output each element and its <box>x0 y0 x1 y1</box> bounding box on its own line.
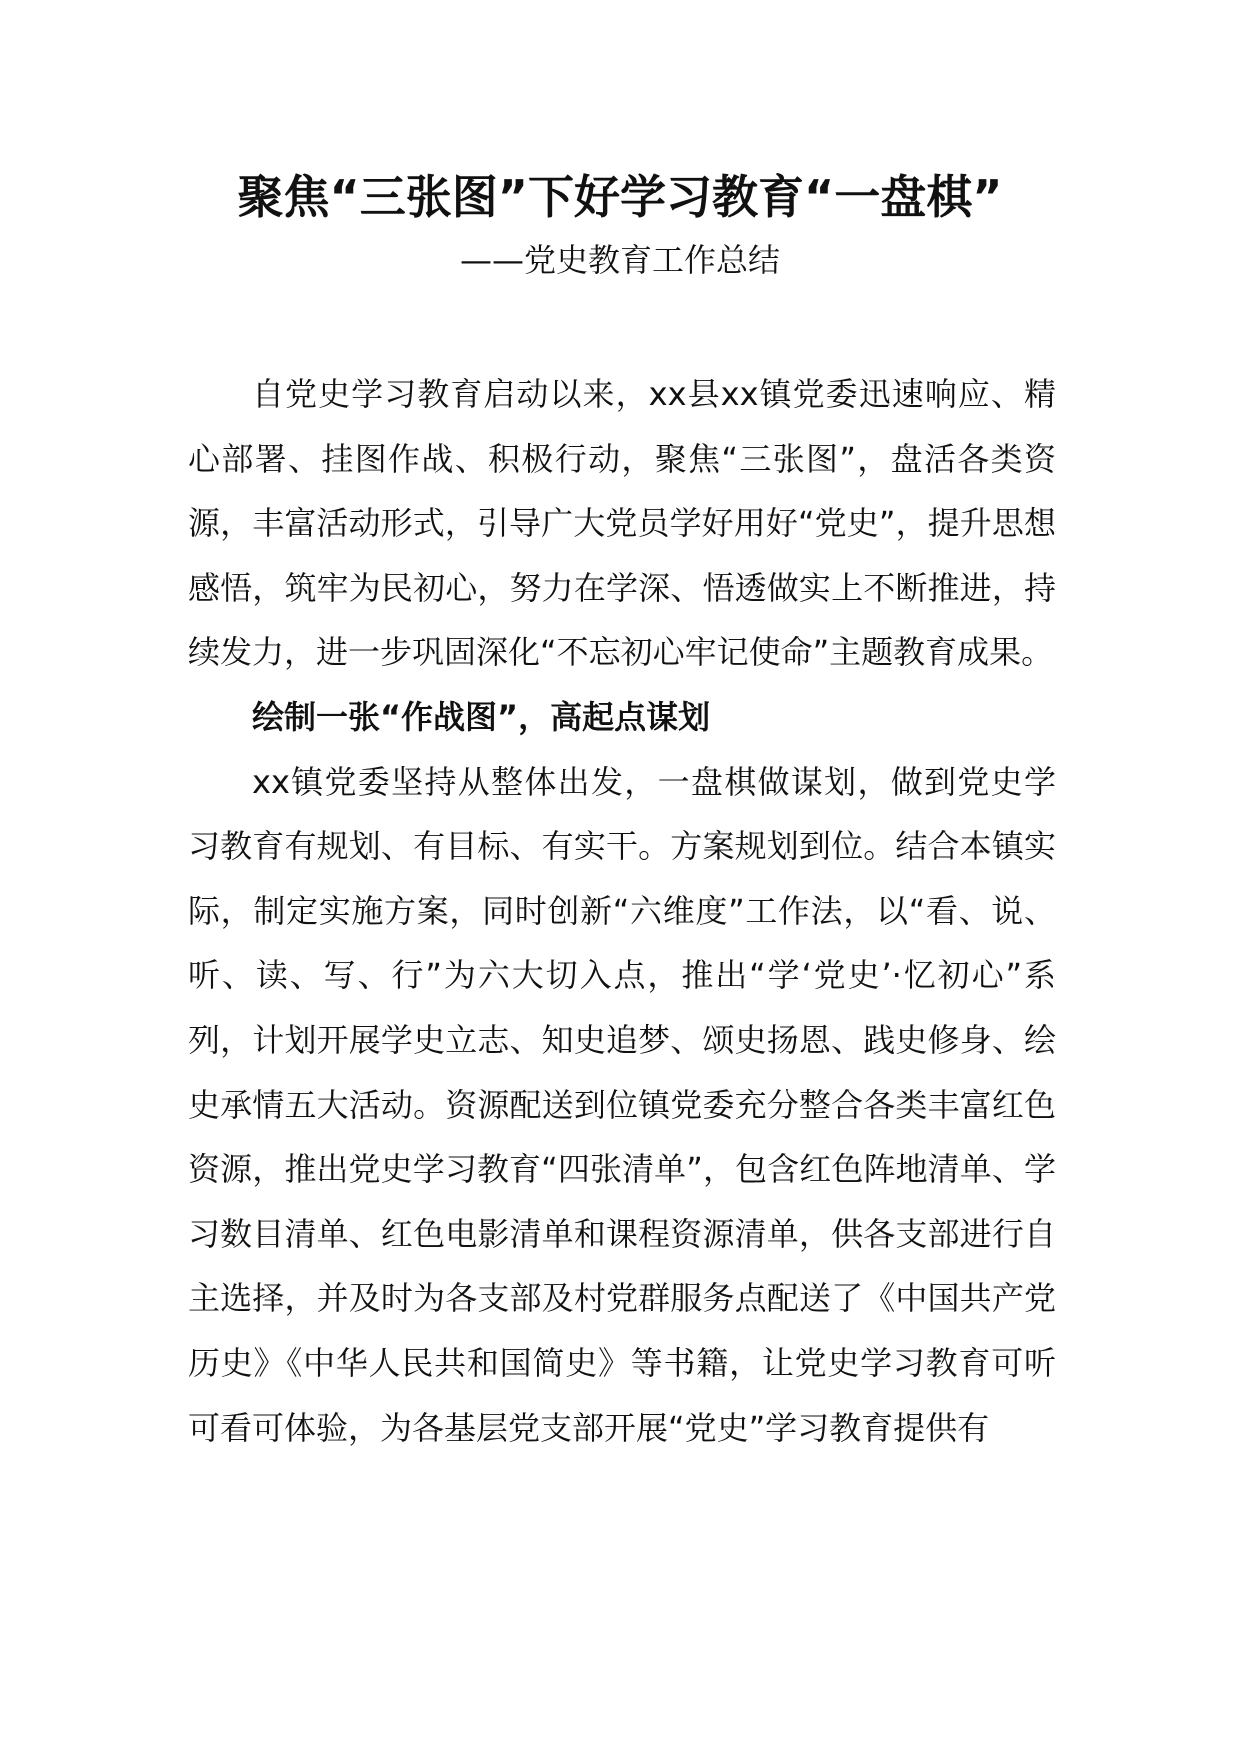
document-subtitle: ——党史教育工作总结 <box>459 241 780 279</box>
section-paragraph: xx镇党委坚持从整体出发，一盘棋做谋划，做到党史学习教育有规划、有目标、有实干。方案规划到位。结合本镇实际，制定实施方案，同时创新“六维度”工作法，以“看、说、听、读、写、行”为六大切入点，推出“学‘党史’·忆初心”系列，计划开展学史立志、知史追梦、颂史扬恩、践史修身、绘史承情五大活动。资源配送到位镇党委充分整合各类丰富红色资源，推出党史学习教育“四张清单”，包含红色阵地清单、学习数目清单、红色电影清单和课程资源清单，供各支部进行自主选择，并及时为各支部及村党群服务点配送了《中国共产党历史》《中华人民共和国简史》等书籍，让党史学习教育可听可看可体验，为各基层党支部开展“党史”学习教育提供有 <box>188 762 1056 1447</box>
document-body <box>188 362 1056 1460</box>
section-heading: 绘制一张“作战图”，高起点谋划 <box>252 697 711 736</box>
document-title: 聚焦“三张图”下好学习教育“一盘棋” <box>237 170 1003 224</box>
intro-paragraph: 自党史学习教育启动以来，xx县xx镇党委迅速响应、精心部署、挂图作战、积极行动，聚焦“三张图”，盘活各类资源，丰富活动形式，引导广大党员学好用好“党史”，提升思想感悟，筑牢为民初心，努力在学深、悟透做实上不断推进，持续发力，进一步巩固深化“不忘初心牢记使命”主题教育成果。 <box>188 375 1056 672</box>
